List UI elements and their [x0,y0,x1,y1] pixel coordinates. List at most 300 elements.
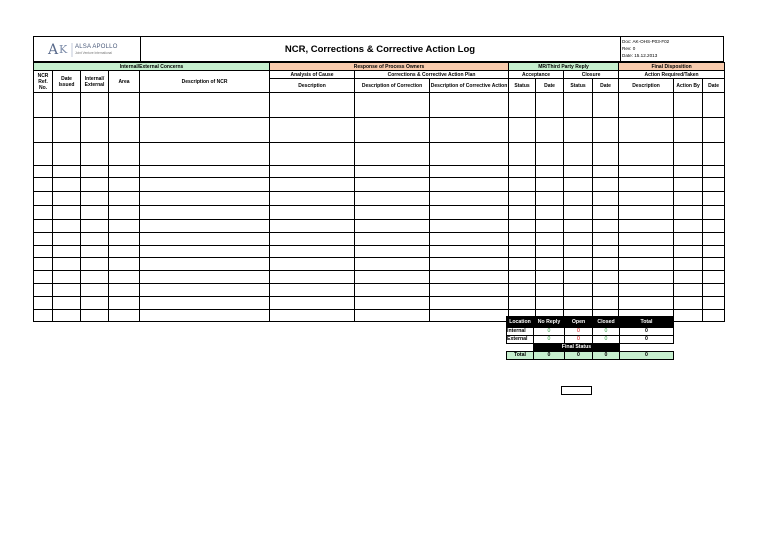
table-cell[interactable] [140,284,270,297]
company-logo [34,37,141,61]
table-cell[interactable] [430,192,509,206]
table-cell[interactable] [430,310,509,322]
logo-text: ALSA APOLLO [75,44,118,50]
table-cell[interactable] [109,178,140,192]
table-cell[interactable] [703,310,725,322]
table-cell[interactable] [140,310,270,322]
table-row [34,284,725,297]
summary-header-row [507,317,674,328]
table-cell[interactable] [703,258,725,271]
document-header [33,36,724,62]
table-cell[interactable] [270,246,355,258]
table-cell[interactable] [619,246,674,258]
table-cell[interactable] [536,206,564,220]
table-cell[interactable] [34,246,53,258]
table-cell[interactable] [619,118,674,143]
table-cell[interactable] [270,166,355,178]
table-cell[interactable] [619,192,674,206]
table-cell[interactable] [34,258,53,271]
table-cell[interactable] [564,166,593,178]
table-cell[interactable] [53,220,81,233]
table-cell[interactable] [430,271,509,284]
table-cell[interactable] [703,143,725,166]
table-cell[interactable] [355,206,430,220]
table-cell[interactable] [140,233,270,246]
table-cell[interactable] [53,206,81,220]
table-cell[interactable] [536,192,564,206]
table-cell[interactable] [674,143,703,166]
table-cell[interactable] [536,143,564,166]
table-cell[interactable] [109,258,140,271]
table-cell[interactable] [270,143,355,166]
table-cell[interactable] [430,258,509,271]
col-description: Description [270,79,355,93]
table-cell[interactable] [53,271,81,284]
table-cell[interactable] [430,297,509,310]
table-cell[interactable] [81,246,109,258]
table-cell[interactable] [81,258,109,271]
table-cell[interactable] [509,178,536,192]
table-cell[interactable] [355,297,430,310]
table-cell[interactable] [674,220,703,233]
table-cell[interactable] [430,206,509,220]
table-cell[interactable] [355,178,430,192]
table-cell[interactable] [564,284,593,297]
col-ncr-ref: NCR Ref. No. [34,71,53,93]
table-cell[interactable] [564,143,593,166]
summary-row-external [507,336,674,344]
col-internal-external: Internal/ External [81,71,109,93]
table-cell[interactable] [81,220,109,233]
table-cell[interactable] [536,233,564,246]
summary-header-open: Open [565,317,593,328]
table-cell[interactable] [355,118,430,143]
table-cell[interactable] [355,93,430,118]
table-cell[interactable] [53,192,81,206]
table-cell[interactable] [109,246,140,258]
table-cell[interactable] [619,93,674,118]
document-info [620,37,723,61]
table-cell[interactable] [34,284,53,297]
table-cell[interactable] [81,143,109,166]
sub-header-row [34,71,725,79]
table-cell[interactable] [703,220,725,233]
table-row [34,192,725,206]
table-cell[interactable] [593,233,619,246]
table-cell[interactable] [593,143,619,166]
table-cell[interactable] [536,220,564,233]
table-cell[interactable] [270,271,355,284]
col-analysis-cause: Analysis of Cause [270,71,355,79]
table-cell[interactable] [34,192,53,206]
table-cell[interactable] [430,178,509,192]
table-cell[interactable] [593,192,619,206]
summary-total-closed: 0 [593,352,620,360]
table-cell[interactable] [34,178,53,192]
table-cell[interactable] [109,143,140,166]
table-row [34,220,725,233]
table-cell[interactable] [703,206,725,220]
table-cell[interactable] [34,93,53,118]
table-cell[interactable] [619,258,674,271]
table-cell[interactable] [270,93,355,118]
table-cell[interactable] [674,297,703,310]
col-action-required: Action Required/Taken [619,71,725,79]
table-cell[interactable] [593,271,619,284]
table-cell[interactable] [355,166,430,178]
table-cell[interactable] [536,271,564,284]
table-cell[interactable] [564,93,593,118]
table-cell[interactable] [81,166,109,178]
table-cell[interactable] [593,258,619,271]
table-cell[interactable] [53,258,81,271]
summary-label: External [507,336,534,344]
table-cell[interactable] [53,297,81,310]
table-cell[interactable] [34,206,53,220]
table-cell[interactable] [674,246,703,258]
col-corrections-plan: Corrections & Corrective Action Plan [355,71,509,79]
col-closure-date: Date [593,79,619,93]
table-cell[interactable] [564,258,593,271]
table-cell[interactable] [674,178,703,192]
table-row [34,206,725,220]
table-cell[interactable] [355,233,430,246]
svg-text:A: A [48,42,59,58]
table-cell[interactable] [564,206,593,220]
summary-final-status-row [507,344,674,352]
table-cell[interactable] [674,284,703,297]
table-cell[interactable] [509,166,536,178]
col-final-description: Description [619,79,674,93]
summary-header-no-reply: No Reply [534,317,565,328]
table-cell[interactable] [140,143,270,166]
table-cell[interactable] [703,178,725,192]
table-cell[interactable] [619,206,674,220]
summary-total-row [507,352,674,360]
table-cell[interactable] [81,271,109,284]
group-final-disposition: Final Disposition [619,63,725,71]
table-cell[interactable] [355,246,430,258]
table-cell[interactable] [509,258,536,271]
table-row [34,178,725,192]
table-cell[interactable] [564,220,593,233]
table-cell[interactable] [81,206,109,220]
doc-revision: Rev: 0 [622,46,636,51]
summary-open: 0 [565,328,593,336]
table-cell[interactable] [34,310,53,322]
table-cell[interactable] [674,310,703,322]
table-cell[interactable] [34,220,53,233]
table-cell[interactable] [34,297,53,310]
table-cell[interactable] [140,192,270,206]
table-cell[interactable] [34,118,53,143]
table-cell[interactable] [674,271,703,284]
table-cell[interactable] [564,118,593,143]
table-cell[interactable] [536,297,564,310]
table-cell[interactable] [53,178,81,192]
group-internal-external: Internal/External Concerns [34,63,270,71]
table-cell[interactable] [674,258,703,271]
table-cell[interactable] [536,284,564,297]
table-cell[interactable] [270,310,355,322]
ncr-log-table [33,62,725,322]
table-cell[interactable] [355,258,430,271]
table-cell[interactable] [593,93,619,118]
table-cell[interactable] [109,271,140,284]
table-cell[interactable] [430,93,509,118]
table-row [34,271,725,284]
table-cell[interactable] [355,143,430,166]
summary-total-label: Total [507,352,534,360]
summary-header-location: Location [507,317,534,328]
table-cell[interactable] [430,246,509,258]
table-cell[interactable] [509,93,536,118]
col-closure-status: Status [564,79,593,93]
table-cell[interactable] [536,93,564,118]
summary-open: 0 [565,336,593,344]
table-cell[interactable] [619,143,674,166]
table-cell[interactable] [109,233,140,246]
table-cell[interactable] [703,93,725,118]
table-cell[interactable] [140,93,270,118]
table-cell[interactable] [140,220,270,233]
table-cell[interactable] [564,271,593,284]
col-description-ncr: Description of NCR [140,71,270,93]
table-cell[interactable] [509,284,536,297]
table-cell[interactable] [430,220,509,233]
table-cell[interactable] [674,206,703,220]
table-cell[interactable] [509,192,536,206]
table-cell[interactable] [564,178,593,192]
table-cell[interactable] [430,166,509,178]
table-cell[interactable] [593,166,619,178]
col-description-corrective: Description of Corrective Action [430,79,509,93]
col-acceptance: Acceptance [509,71,564,79]
group-process-owners: Response of Process Owners [270,63,509,71]
summary-no-reply: 0 [534,328,565,336]
table-cell[interactable] [619,297,674,310]
col-acceptance-status: Status [509,79,536,93]
table-cell[interactable] [619,220,674,233]
page-title: NCR, Corrections & Corrective Action Log [140,37,621,61]
table-cell[interactable] [109,118,140,143]
table-cell[interactable] [430,233,509,246]
table-cell[interactable] [109,284,140,297]
table-cell[interactable] [81,178,109,192]
table-cell[interactable] [564,297,593,310]
table-cell[interactable] [430,143,509,166]
col-final-date: Date [703,79,725,93]
table-cell[interactable] [109,220,140,233]
table-cell[interactable] [703,166,725,178]
group-header-row [34,63,725,71]
table-row [34,118,725,143]
table-cell[interactable] [53,93,81,118]
table-cell[interactable] [109,166,140,178]
table-row [34,166,725,178]
table-cell[interactable] [509,297,536,310]
table-cell[interactable] [53,284,81,297]
table-cell[interactable] [509,220,536,233]
summary-total-open: 0 [565,352,593,360]
table-cell[interactable] [109,93,140,118]
table-cell[interactable] [619,284,674,297]
summary-header-total: Total [620,317,674,328]
table-cell[interactable] [53,246,81,258]
table-cell[interactable] [34,166,53,178]
table-cell[interactable] [81,93,109,118]
table-cell[interactable] [270,233,355,246]
table-cell[interactable] [703,297,725,310]
table-row [34,233,725,246]
table-cell[interactable] [270,297,355,310]
table-cell[interactable] [564,233,593,246]
table-cell[interactable] [53,166,81,178]
table-row [34,143,725,166]
doc-date: Date: 15.12.2013 [622,53,658,58]
table-cell[interactable] [270,258,355,271]
summary-final-status: Final Status [534,344,620,352]
log-body [34,93,725,322]
empty-cell-box [561,386,592,395]
table-cell[interactable] [140,271,270,284]
table-cell[interactable] [109,206,140,220]
table-cell[interactable] [593,178,619,192]
table-cell[interactable] [593,246,619,258]
col-acceptance-date: Date [536,79,564,93]
col-date-issued: Date Issued [53,71,81,93]
col-closure: Closure [564,71,619,79]
group-mr-third-party: MR/Third Party Reply [509,63,619,71]
table-cell[interactable] [674,192,703,206]
table-cell[interactable] [564,192,593,206]
table-cell[interactable] [674,233,703,246]
table-cell[interactable] [140,206,270,220]
table-cell[interactable] [703,118,725,143]
summary-total-total: 0 [620,352,674,360]
summary-label: Internal [507,328,534,336]
table-cell[interactable] [140,118,270,143]
table-cell[interactable] [536,178,564,192]
table-cell[interactable] [140,258,270,271]
table-cell[interactable] [703,246,725,258]
table-cell[interactable] [619,178,674,192]
table-cell[interactable] [270,206,355,220]
table-cell[interactable] [270,220,355,233]
table-cell[interactable] [109,297,140,310]
table-row [34,93,725,118]
summary-total-no-reply: 0 [534,352,565,360]
table-cell[interactable] [509,233,536,246]
col-area: Area [109,71,140,93]
summary-closed: 0 [593,336,620,344]
table-cell[interactable] [536,258,564,271]
svg-text:K: K [59,43,68,56]
summary-table [506,316,674,360]
summary-row-internal [507,328,674,336]
summary-header-closed: Closed [593,317,620,328]
table-cell[interactable] [355,220,430,233]
table-cell[interactable] [509,271,536,284]
table-cell[interactable] [619,233,674,246]
table-cell[interactable] [355,192,430,206]
table-cell[interactable] [270,284,355,297]
table-cell[interactable] [81,233,109,246]
table-cell[interactable] [81,297,109,310]
table-cell[interactable] [140,166,270,178]
doc-number: Doc: AK-OHS-P03-F02 [622,39,670,44]
table-cell[interactable] [593,206,619,220]
table-cell[interactable] [593,220,619,233]
table-cell[interactable] [53,233,81,246]
table-cell[interactable] [703,233,725,246]
summary-no-reply: 0 [534,336,565,344]
table-cell[interactable] [430,284,509,297]
table-cell[interactable] [430,118,509,143]
table-cell[interactable] [53,143,81,166]
table-cell[interactable] [140,246,270,258]
table-cell[interactable] [34,271,53,284]
table-cell[interactable] [53,118,81,143]
table-cell[interactable] [536,166,564,178]
table-cell[interactable] [355,284,430,297]
table-cell[interactable] [509,118,536,143]
table-row [34,246,725,258]
table-cell[interactable] [140,178,270,192]
table-cell[interactable] [81,310,109,322]
table-cell[interactable] [593,284,619,297]
col-action-by: Action By [674,79,703,93]
table-cell[interactable] [109,310,140,322]
table-cell[interactable] [564,246,593,258]
table-cell[interactable] [509,246,536,258]
table-cell[interactable] [270,178,355,192]
summary-closed: 0 [593,328,620,336]
table-cell[interactable] [674,93,703,118]
table-row [34,258,725,271]
table-cell[interactable] [270,192,355,206]
table-cell[interactable] [593,118,619,143]
table-cell[interactable] [703,271,725,284]
table-cell[interactable] [355,310,430,322]
table-cell[interactable] [509,206,536,220]
table-cell[interactable] [81,284,109,297]
summary-total: 0 [620,328,674,336]
table-cell[interactable] [674,118,703,143]
summary-total: 0 [620,336,674,344]
table-cell[interactable] [81,192,109,206]
table-cell[interactable] [674,166,703,178]
table-cell[interactable] [81,118,109,143]
table-cell[interactable] [53,310,81,322]
table-cell[interactable] [34,143,53,166]
table-cell[interactable] [34,233,53,246]
table-cell[interactable] [593,297,619,310]
table-cell[interactable] [509,143,536,166]
table-cell[interactable] [703,192,725,206]
table-cell[interactable] [140,297,270,310]
table-cell[interactable] [536,246,564,258]
table-cell[interactable] [703,284,725,297]
table-cell[interactable] [355,271,430,284]
table-cell[interactable] [109,192,140,206]
logo-subtext: Joint Venture International [75,51,113,55]
table-cell[interactable] [619,166,674,178]
col-description-correction: Description of Correction [355,79,430,93]
table-cell[interactable] [536,118,564,143]
table-cell[interactable] [619,271,674,284]
table-cell[interactable] [270,118,355,143]
